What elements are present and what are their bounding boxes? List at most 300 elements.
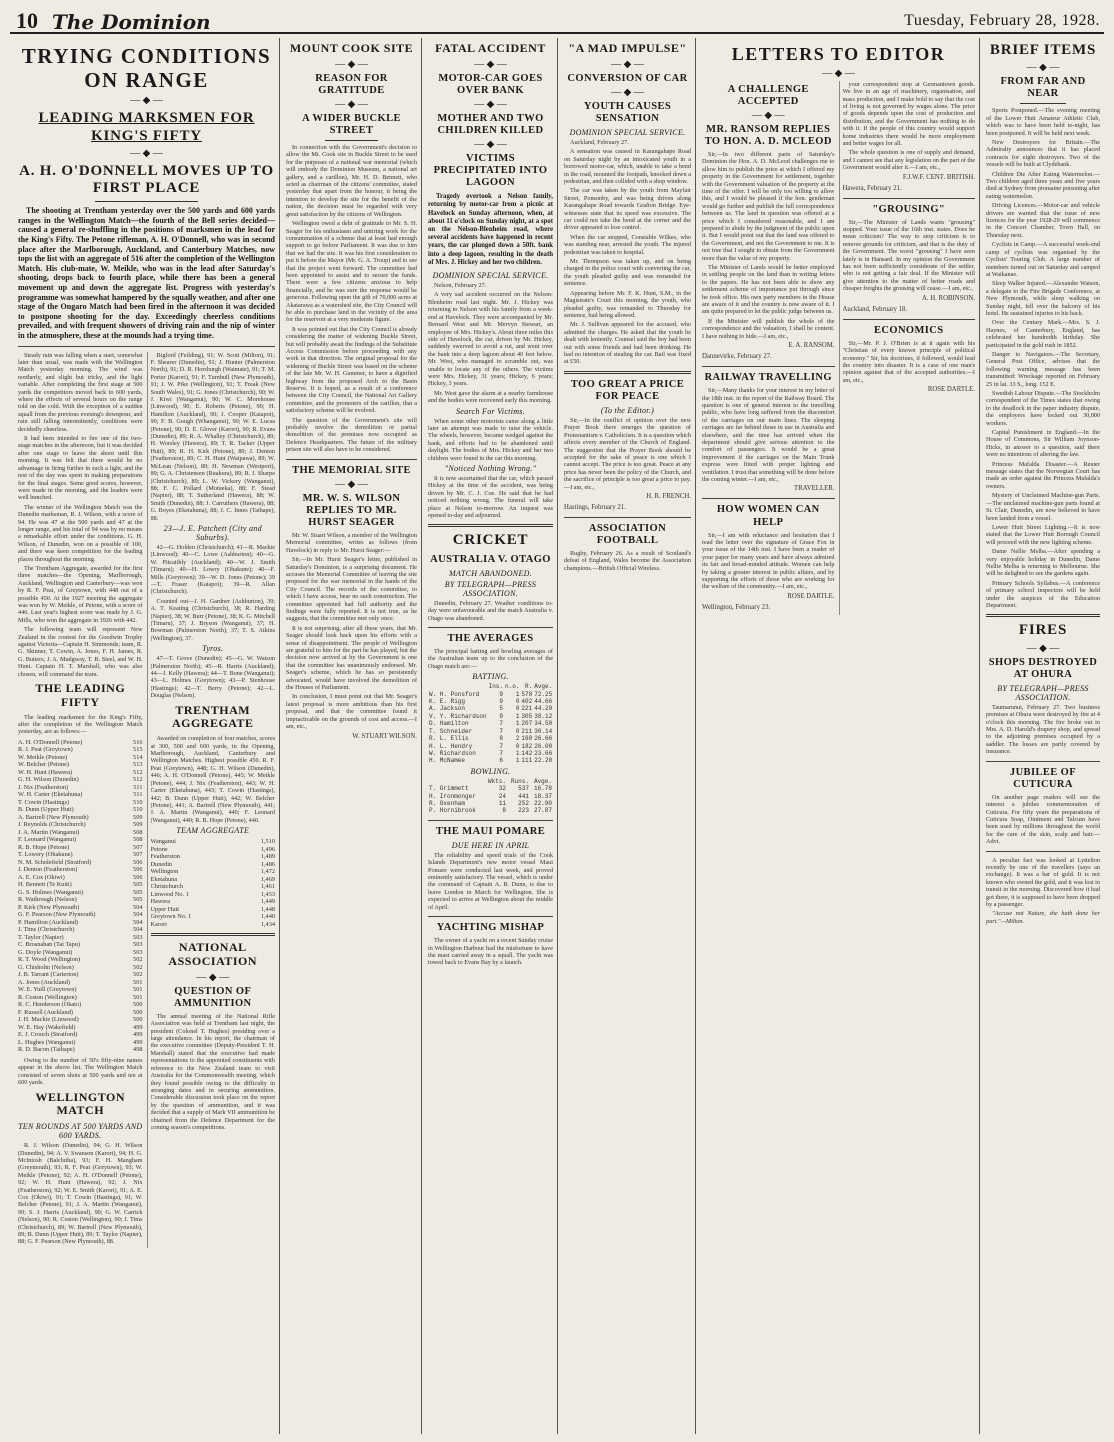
table-cell: R. L. Ellis	[429, 735, 469, 743]
entry-name: T. Taylor (Napier)	[18, 933, 64, 941]
table-cell: 6	[499, 757, 504, 765]
letter-place: Auckland, February 18.	[842, 305, 908, 313]
trentham-aggregate-results: Awarded on completion of four matches, scores at 300, 500 and 600 yards, in the Opening, Marlborough, Auckland, Canterbury and Wellington Matches. Highest possible 450. R. F. Peat (Greytown), 448; G. H. Wilson (Dunedin), 446; A. H. O'Donnell (Petone), 445; W. Meikle (Petone), 444; J. Nix (Featherston), 443; W. H. Carter (Eketahuna), 443; T. Cowin (Hastings), 442; B. Dunn (Upper Hutt), 442; W. Belcher (Petone), 441; A. Bartrell (New Plymouth), 441; J. A. Martin (Wanganui), 440; F. Leonard (Wanganui), 440; R. B. Hope (Petone), 440.	[150, 735, 275, 824]
table-cell: T. Schneider	[429, 727, 473, 735]
leading-fifty-row	[18, 799, 143, 807]
entry-score: 508	[133, 836, 143, 844]
article-paragraph: Auckland, February 27.	[570, 138, 629, 146]
column-header	[428, 683, 488, 690]
entry-score: 507	[133, 843, 143, 851]
table-cell: V. Y. Richardson	[429, 712, 487, 720]
divider: — ◆ —	[1026, 62, 1060, 74]
leading-fifty-row	[18, 979, 143, 987]
mad-impulse-byline: DOMINION SPECIAL SERVICE.	[569, 127, 686, 137]
brief-item: Sports Postponed.—The evening meeting of the Lower Hutt Amateur Athletic Club, which was to have been held to-night, has been postponed. It will be held next week.	[986, 107, 1100, 137]
leading-fifty-row	[18, 806, 143, 814]
entry-name: E. J. Crouch (Stratford)	[18, 1031, 78, 1039]
subhead-search: Search For Victims.	[455, 406, 526, 416]
team-aggregate-row	[151, 876, 276, 884]
divider: — ◆ —	[822, 67, 855, 79]
entry-score: 512	[133, 768, 143, 776]
section-title-national-association: NATIONAL ASSOCIATION	[168, 940, 258, 968]
entry-name: G. F. Pearson (New Plymouth)	[18, 911, 96, 919]
table-cell: 182	[521, 742, 533, 750]
entry-name: R. Wathrough (Nelson)	[18, 896, 77, 904]
leading-fifty-row	[18, 919, 143, 927]
table-cell: 2	[515, 735, 520, 743]
article-paragraph: It is not surprising, after all these years, that Mr. Seager should look back upon his efforts with a sense of disappointment. The people of Wellington are grateful to him for the part he has played, but the decision now arrived at by the Government is one that the committee has unanimously endorsed. Mr. Seager's scheme, which he has so persistently advocated, would have involved the demolition of the Houses of Parliament.	[286, 624, 417, 692]
table-cell: P. Hornibrook	[429, 807, 476, 815]
table-cell: 7	[499, 749, 504, 757]
letters-right-subcolumn	[843, 81, 976, 615]
issue-date: Tuesday, February 28, 1928.	[904, 12, 1100, 29]
article-paragraph: The car was taken by the youth from Mayfair Street, Ponsonby, and was being driven along Karangahape Road towards Grafton Bridge. Eye-witnesses state that its speed was excessive. The car could not take the bend at the corner and the driver appeared to lose control.	[564, 187, 691, 232]
wellington-match-results: R. J. Wilson (Dunedin), 94; G. H. Wilson (Dunedin), 94; A. V. Swanson (Karori), 94; H. G. McIntosh (Balclutha), 93; F. H. Mangham (Greymouth), 93; R. F. Peat (Greytown), 93; W. Meikle (Petone), 92; A. H. O'Donnell (Petone), 92; W. H. Hunt (Hawera), 92; J. Nix (Featherston), 92; W. E. Smith (Karori), 91; A. E. Cox (Okiwi), 91; T. Cowin (Hastings), 91; W. Belcher (Petone), 91; J. A. Martin (Wanganui), 90; S. J. Harris (Auckland), 90; G. W. Carrick (Nelson), 90; R. Coston (Wellington), 90; J. Tims (Christchurch), 89; W. Bartrell (New Plymouth), 89; B. Dunn (Upper Hutt), 89; T. Taylor (Napier), 88; G. F. Pearson (New Plymouth), 88.	[18, 1142, 143, 1246]
entry-name: W. E. Hay (Wakefield)	[18, 1023, 76, 1031]
entry-name: W. E. Yuill (Greytown)	[18, 986, 77, 994]
entry-score: 1,461	[260, 883, 275, 891]
leading-fifty-row	[18, 904, 143, 912]
headline-mount-cook-site: MOUNT COOK SITE	[289, 41, 414, 55]
divider	[428, 820, 553, 821]
leading-fifty-row	[18, 866, 143, 874]
entry-name: A. E. Cox (Okiwi)	[18, 873, 65, 881]
team-aggregate-row	[151, 913, 276, 921]
divider	[1020, 103, 1066, 104]
column-mount-cook	[282, 38, 422, 1434]
letter-body: If the Minister will publish the whole of the correspondence and the valuation, I shall be content. I have nothing to hide.—I am, etc.,	[702, 317, 835, 340]
team-aggregate-row	[151, 846, 276, 854]
leading-fifty-row	[18, 896, 143, 904]
entry-score: 502	[133, 971, 143, 979]
batting-row	[428, 691, 553, 698]
entry-score: 516	[133, 738, 143, 746]
leading-fifty-outro: Owing to the number of 50's fifty-nine names appear in the above list. The Wellington Match consisted of seven shots at 500 yards and ten at 600 yards.	[18, 1056, 143, 1087]
table-cell: 8	[502, 807, 507, 815]
table-cell: 142	[521, 749, 533, 757]
entry-name: B. Dunn (Upper Hutt)	[18, 806, 74, 814]
section-title-leading-fifty: THE LEADING FIFTY	[35, 681, 126, 709]
entry-score: 501	[133, 993, 143, 1001]
leading-fifty-row	[18, 746, 143, 754]
divider: — ◆ —	[335, 98, 368, 110]
article-paragraph: Counted out—J. H. Gardner (Ashburton), 39; A. T. Keating (Christchurch), 38; R. Harding (Napier), 38; W. Burr (Petone), 38; K. G. Mitchell (Timaru), 37; J. Bryson (Wanganui), 37; H. Bowman (Palmerston North), 37; T. S. Atkins (Wellington), 37.	[150, 597, 275, 642]
table-cell: 7	[499, 720, 504, 728]
batting-row	[428, 750, 553, 757]
entry-name: Eketahuna	[150, 875, 178, 883]
leading-fifty-row	[18, 994, 143, 1002]
table-cell: W. H. Ponsford	[429, 690, 480, 698]
entry-score: 509	[133, 821, 143, 829]
subhead-challenge-accepted: A CHALLENGE ACCEPTED	[727, 83, 809, 107]
team-aggregate-list	[151, 838, 276, 928]
table-cell: 1	[515, 690, 520, 698]
table-cell: 27.87	[533, 807, 552, 815]
letter-signature: E. A. RANSOM.	[788, 342, 835, 350]
brief-item: Cyclists in Camp.—A successful week-end camp of cyclists was organised by the Cyclists' Touring Club. A large number of members turned out on Saturday and camped at Waikanae.	[986, 241, 1100, 278]
leading-fifty-row	[18, 814, 143, 822]
entry-score: 500	[133, 1001, 143, 1009]
entry-score: 503	[133, 933, 143, 941]
entry-name: Christchurch	[150, 883, 184, 891]
bowling-row	[428, 807, 553, 814]
batting-row	[428, 757, 553, 764]
headline-too-great-price: TOO GREAT A PRICE FOR PEACE	[570, 378, 685, 402]
table-cell: 7	[499, 742, 504, 750]
letter-place: Hastings, February 21.	[564, 503, 626, 511]
letter-signature: TRAVELLER.	[794, 485, 835, 493]
batting-row	[428, 698, 553, 705]
entry-name: J. A. Martin (Wanganui)	[18, 828, 80, 836]
divider	[428, 916, 553, 917]
table-cell: H. Ironmonger	[429, 792, 476, 800]
article-paragraph: Wellington owed a debt of gratitude to Mr. S. H. Seager for his enthusiasm and untiring work for the consummation of a scheme that at least had enough support to go before Parliament. It was due to him that we had the site. It was his first consideration to put it before the Mayor (Mr. G. A. Troup) and to see that the project went forward. The committee had been appointed to assist and to secure the funds. There were a few citizens anxious to help financially, and he was sure the response would be generous. Following upon the gift of 70,000 acres at Akatarawa as a watershed site, the City Council will be able to purchase land in the vicinity of the area for the reservoir at a very moderate figure.	[286, 220, 417, 324]
batting-row	[428, 713, 553, 720]
article-paragraph: 42—G. Holden (Christchurch); 41—R. Mackie (Linwood); 40—C. Lowe (Ashburton); 40—G. W. Pitcaithly (Auckland); 40—W. J. Smith (Timaru); 40—H. Lowry (Ohakune); 40—F. Mills (Greytown); 39—W. D. Jones (Petone); 39—T. Fraser (Kaiapoi); 39—R. Allan (Christchurch).	[150, 543, 275, 596]
bowling-averages-table	[428, 778, 553, 815]
table-cell: 5	[499, 705, 504, 713]
divider	[702, 498, 835, 499]
bowling-label: BOWLING.	[470, 766, 511, 776]
table-cell: 0	[515, 727, 520, 735]
brief-items-list	[986, 107, 1100, 609]
entry-name: N. M. Scholefield (Stratford)	[18, 858, 92, 866]
batting-label: BATTING.	[472, 672, 509, 682]
closing-quote: "Accuse not Nature, she hath done her part."—Milton.	[986, 910, 1100, 925]
table-cell: 18.37	[533, 792, 552, 800]
team-aggregate-row	[151, 898, 276, 906]
leading-fifty-intro: The leading marksmen for the King's Fifty, after the completion of the Wellington Match yesterday, are as follows:—	[18, 713, 143, 736]
team-aggregate-row	[151, 853, 276, 861]
divider: — ◆ —	[611, 58, 644, 70]
letters-left-subcolumn	[702, 81, 835, 615]
subhead-ransom-replies: MR. RANSOM REPLIES TO HON. A. D. MCLEOD	[704, 123, 832, 147]
entry-score: 505	[133, 881, 143, 889]
table-cell: K. E. Rigg	[429, 698, 466, 706]
entry-score: 511	[133, 783, 143, 791]
entry-name: W. Belcher (Petone)	[18, 761, 69, 769]
table-cell: 34.50	[534, 720, 553, 728]
column-header	[428, 778, 484, 785]
table-cell: 23.66	[534, 749, 553, 757]
table-cell: 1	[515, 720, 520, 728]
range-subcolumns	[18, 352, 275, 1248]
article-paragraph: Taumarunui, February 27. Two business premises at Ohura were destroyed by fire at 4 o'clock this morning. The fire broke out in Mrs. A. D. Harold's drapery shop, and spread to the adjoining premises occupied by a saddler. The losses are partly covered by insurance.	[986, 703, 1100, 756]
leading-fifty-list	[18, 739, 143, 1054]
entry-name: Petone	[150, 845, 168, 853]
table-cell: 0	[515, 698, 520, 706]
entry-score: 507	[133, 851, 143, 859]
entry-score: 1,440	[260, 913, 275, 921]
entry-name: G. H. Wilson (Dunedin)	[18, 776, 79, 784]
column-header: n.o.	[505, 683, 520, 691]
brief-item: Danger to Navigators.—The Secretary, General Post Office, advises that the following warning message has been transmitted: Wreckage reported on February 25 in lat. 33 S., long. 152 E.	[986, 350, 1100, 388]
divider: — ◆ —	[130, 95, 163, 107]
leading-fifty-row	[18, 761, 143, 769]
article-paragraph: Nelson, February 27.	[434, 282, 487, 290]
letter-place: Wellington, February 23.	[702, 603, 771, 611]
entry-name: P. Hamilton (Auckland)	[18, 918, 78, 926]
section-title-city-suburbs: 23—J. E. Patchett (City and Suburbs).	[163, 523, 262, 542]
leading-fifty-row	[18, 986, 143, 994]
leading-fifty-row	[18, 956, 143, 964]
column-letters	[698, 38, 980, 1434]
table-cell: 537	[518, 785, 529, 793]
table-cell: 211	[521, 727, 533, 735]
team-aggregate-row	[151, 861, 276, 869]
brief-item: Sleep Walker Injured.—Alexander Watson, a delegate to the Fire Brigade Conference, at New Plymouth, while sleep walking on Sunday night, fell over the balcony of his hotel. He sustained injuries to his back.	[986, 280, 1100, 317]
entry-score: 510	[133, 798, 143, 806]
column-brief-items	[982, 38, 1104, 1434]
entry-name: A. Jones (Auckland)	[18, 978, 70, 986]
entry-score: 504	[133, 918, 143, 926]
entry-name: Greytown No. 1	[150, 913, 192, 921]
entry-score: 504	[133, 903, 143, 911]
leading-fifty-row	[18, 934, 143, 942]
entry-score: 501	[133, 986, 143, 994]
brief-item: Over the Century Mark.—Mrs. S. J. Haynes, of Canterbury, England, has celebrated her hundredth birthday. She participated in the gold rush in 1852.	[986, 319, 1100, 349]
averages-intro: The principal batting and bowling averages of the Australian team up to the conclusion of the Otago match are:—	[428, 648, 553, 670]
entry-name: F. Leonard (Wanganui)	[18, 836, 77, 844]
brief-item: Dame Nellie Melba.—After spending a very enjoyable holiday in Dunedin, Dame Nellie Melba is returning to Melbourne. She will be delighted to see the gardens again.	[986, 548, 1100, 578]
article-paragraph: In connection with the Government's decision to allow the Mt. Cook site in Buckle Street to be used for the purposes of a national war memorial (which will embody the Dominion Museum, a national art gallery, and a carillon), Mr. H. D. Bennett, who acted as chairman of the citizens' committee, stated yesterday that apart from the honour, it being the intention to develop the site for the benefit of the nation, the decision must be regarded with very great satisfaction by the citizens of Wellington.	[286, 144, 417, 218]
table-cell: T. Grimmett	[429, 785, 469, 793]
article-paragraph: When some other motorists came along a little later an attempt was made to raise the vehicle. The wheels, however, became wedged against the bank, and efforts had to be abandoned until daylight. The bodies of Mrs. Hickey and her two children were found in the car this morning.	[428, 417, 553, 462]
entry-score: 514	[133, 753, 143, 761]
article-paragraph: In conclusion, I must point out that Mr. Seager's latest proposal is more ambitious than his first proposal, and that the committee found it impracticable on the grounds of cost and access.—I am, etc.,	[286, 693, 417, 731]
entry-name: A. Bartrell (New Plymouth)	[18, 813, 89, 821]
entry-score: 1,434	[260, 920, 275, 928]
headline-range: TRYING CONDITIONS ON RANGE	[21, 44, 272, 93]
entry-score: 510	[133, 806, 143, 814]
table-cell: 305	[521, 712, 533, 720]
brief-item: Mystery of Unclaimed Machine-gun Parts.—The unclaimed machine-gun parts found at St. Clair, Dunedin, are now believed to have been landed from a vessel.	[986, 492, 1100, 522]
divider: — ◆ —	[196, 971, 230, 983]
letter-body: your correspondent stop at Germantown goods. We live in an age of machinery, organisation, and mass production, and I make bold to say that the cost of living is not governed by wages alone. The price of goods depends upon the cost of production and distribution, and the Government has nothing to do with it. If the people of this country would support home industries there would be more employment and better wages for all.	[842, 80, 975, 147]
leading-fifty-row	[18, 941, 143, 949]
table-cell: 11	[498, 799, 507, 807]
leading-fifty-row	[18, 851, 143, 859]
divider	[428, 524, 553, 527]
leading-fifty-row	[18, 964, 143, 972]
leading-fifty-row	[18, 769, 143, 777]
article-paragraph: Bigford (Feilding), 91; W. Scott (Milton), 91; F. Shearer (Dunedin), 91; J. Hunter (Palmerston North), 91; D. R. Horsburgh (Waimate), 91; T. M. Porter (Karori), 91; F. Turnbull (New Plymouth), 91; J. W. Pike (Wellington), 91; T. Freak (New South Wales), 91; G. Jones (Christchurch), 90; W. J. Kiwi (Wanganui), 90; W. C. Morehouse (Linwood), 90; E. Roberts (Petone), 90; H. Hamilton (Auckland), 90; J. Cooper (Kaiapoi), 90; F. B. Gough (Whanganui), 90; W. E. Lucas (Petone), 90; D. E. Glover (Karori), 90; R. Evans (Dunedin), 89; R. A. Whalley (Christchurch), 89; H. Worsley (Hawera), 89; T. R. Tacker (Upper Hutt), 89; R. H. Kirk (Petone), 89; J. Denton (Featherston), 89; C. H. Hunt (Waipawa), 89; W. McLean (Nelson), 89; H. Newman (Westport), 89; G. A. Christensen (Ruakura), 89; R. J. Sharpe (Christchurch), 89; L. W. Vickery (Wanganui), 88; F. C. Pollard (Motueka), 88; F. Stead (Napier), 88; T. Sutherland (Hawera), 88; W. Smith (Dunedin), 88; J. Carruthers (Hawera), 88; G. Boyes (Eketahuna), 88; J. C. Innes (Taihape), 88.	[150, 351, 275, 522]
batting-header	[428, 683, 553, 690]
divider	[564, 517, 691, 518]
article-paragraph: Mr. West gave the alarm at a nearby farmhouse and the bodies were recovered early this morning.	[428, 389, 553, 405]
table-cell: 1	[515, 749, 520, 757]
entry-name: R. J. Peat (Greytown)	[18, 746, 73, 754]
subhead-australia-otago: AUSTRALIA V. OTAGO	[430, 553, 551, 565]
section-title-wellington-match: WELLINGTON MATCH	[35, 1089, 125, 1118]
leading-fifty-row	[18, 754, 143, 762]
subhead-ammunition: QUESTION OF AMMUNITION	[174, 985, 252, 1009]
table-cell: 111	[521, 757, 533, 765]
entry-name: R. B. Hope (Petone)	[18, 843, 70, 851]
subhead-noticed-nothing: "Noticed Nothing Wrong."	[444, 464, 537, 473]
table-cell: 221	[521, 705, 533, 713]
section-title-trentham-aggregate: TRENTHAM AGGREGATE	[171, 702, 254, 731]
divider: — ◆ —	[474, 139, 507, 151]
column-range-news	[14, 38, 280, 1434]
column-mad-impulse	[560, 38, 696, 1434]
entry-score: 502	[133, 956, 143, 964]
leading-fifty-row	[18, 1031, 143, 1039]
table-cell: 0	[515, 742, 520, 750]
divider: — ◆ —	[751, 109, 785, 121]
entry-score: 508	[133, 828, 143, 836]
entry-name: R. C. Henderson (Okato)	[18, 1001, 82, 1009]
entry-score: 1,472	[260, 868, 275, 876]
headline-mad-impulse: "A MAD IMPULSE"	[568, 41, 687, 55]
article-paragraph: Dunedin, February 27. Weather conditions to-day were unfavourable and the match Australia v. Otago was abandoned.	[428, 599, 553, 622]
headline-fires: FIRES	[1018, 622, 1068, 639]
section-title-tyros: Tyros.	[202, 644, 224, 654]
table-cell: 26.66	[534, 735, 553, 743]
entry-name: W. H. Carter (Eketahuna)	[18, 791, 83, 799]
entry-name: F. Russell (Auckland)	[18, 1008, 73, 1016]
range-lead-paragraph: The shooting at Trentham yesterday over the 500 yards and 600 yards ranges in the Wellington Match—the fourth of the Bell series decided—caused a general re-shuffling in the positions of marksmen in the lead for the King's Fifty. The Petone rifleman, A. H. O'Donnell, who was in second place after the Marlborough, Auckland, and Canterbury Matches, now tops the list with an aggregate of 516 after the completion of the Wellington Match. His club-mate, W. Meikle, who was in the lead after Saturday's shooting, drops back to fourth place, while there has been a general movement up and down the aggregate list. Progress with yesterday's programme was somewhat hampered by the squally weather, and after one stage of the Ongaro Match had been fired in the afternoon it was decided to postpone shooting for the day. Exceedingly cheerless conditions prevailed, and with frequent showers of driving rain and the nip of winter in the atmosphere, these at the mounds had a trying time.	[18, 206, 275, 340]
entry-score: 502	[133, 963, 143, 971]
team-aggregate-row	[151, 838, 276, 846]
subhead-mother-children: MOTHER AND TWO CHILDREN KILLED	[437, 112, 544, 136]
column-header: Runs.	[510, 777, 529, 785]
table-cell: 22.90	[533, 799, 552, 807]
entry-name: J. Reynolds (Christchurch)	[18, 821, 86, 829]
leading-fifty-row	[18, 911, 143, 919]
table-cell: 72.25	[534, 690, 553, 698]
headline-averages: THE AVERAGES	[447, 632, 534, 644]
letter-place: Hawera, February 21.	[842, 184, 902, 192]
table-cell: 1	[515, 757, 520, 765]
leading-fifty-row	[18, 1039, 143, 1047]
leading-fifty-row	[18, 1016, 143, 1024]
entry-score: 506	[133, 866, 143, 874]
entry-name: J. Nix (Featherston)	[18, 783, 69, 791]
entry-score: 511	[133, 791, 143, 799]
table-cell: 9	[499, 698, 504, 706]
entry-name: H. Bennett (Te Kuiti)	[18, 881, 72, 889]
article-paragraph: The following team will represent New Zealand in the contest for the Goodwin Trophy against Victoria—Captain H. Simmonds; team, R. G. Skinner, T. Cowin, A. Jones, F. H. James, R. G. Butters, J. A. Mudgway, T. B. Steel, and W. H. Hunt. Captain H. T. Marshall, who was also chosen, will command the team.	[18, 626, 143, 678]
subhead-youth-sensation: YOUTH CAUSES SENSATION	[583, 100, 672, 124]
entry-name: R. Coston (Wellington)	[18, 993, 77, 1001]
entry-name: Featherston	[150, 853, 180, 861]
team-aggregate-row	[151, 891, 276, 899]
entry-score: 515	[133, 746, 143, 754]
column-header: Ins.	[488, 683, 504, 691]
entry-score: 1,510	[260, 838, 275, 846]
entry-score: 503	[133, 948, 143, 956]
entry-name: T. Cowin (Hastings)	[18, 798, 70, 806]
entry-score: 504	[133, 926, 143, 934]
bowling-header	[428, 778, 553, 785]
entry-score: 512	[133, 776, 143, 784]
entry-name: Upper Hutt	[150, 905, 180, 913]
leading-fifty-row	[18, 949, 143, 957]
article-paragraph: When the car stopped, Constable Wilkes, who was standing near, arrested the youth. The injured pedestrian was taken to hospital.	[564, 233, 691, 256]
entry-score: 499	[133, 1023, 143, 1031]
entry-score: 1,489	[260, 853, 275, 861]
letter-body: The Minister of Lands would be better employed in settling people on the land than in writing letters to the papers. He has not been able to show any settlement scheme of importance put through since he took office. His own party members in the House are aware of it and the country is now aware of it. I am quite prepared to let the public judge between us.	[702, 264, 835, 316]
divider: — ◆ —	[335, 58, 368, 70]
leading-fifty-row	[18, 1009, 143, 1017]
article-paragraph: Steady rain was falling when a start, somewhat later than usual, was made with the Wellington Match yesterday morning. The wind was northerly, and slight but tricky, and the light variable. After completing the first stage at 500 yards the competitors moved back to 600 yards, where the effects of several hours on the range told on the cold. With the exception of a sudden squall from the previous evening's downpour, and rain still falling intermittently, conditions were decidedly cheerless.	[18, 351, 143, 433]
article-paragraph: The owner of a yacht on a recent Sunday cruise in Wellington Harbour had the misfortune to have the mast carried away in a squall. The yacht was towed back to Evans Bay by a launch.	[428, 937, 553, 967]
paper-name: The Dominion	[52, 10, 211, 34]
article-paragraph: Appearing before Mr. F. K. Hunt, S.M., in the Magistrate's Court this morning, the youth, who pleaded guilty, was remanded to Thursday for sentence, bail being allowed.	[564, 289, 691, 319]
article-paragraph: Rugby, February 26. As a result of Scotland's defeat of England, Wales become the Association champions.—British Official Wireless.	[564, 550, 691, 572]
headline-brief-items: BRIEF ITEMS	[989, 42, 1097, 58]
batting-row	[428, 705, 553, 712]
subhead-economics: ECONOMICS	[873, 324, 944, 336]
entry-score: 500	[133, 1016, 143, 1024]
letter-place: Dannevirke, February 27.	[702, 353, 772, 361]
entry-score: 513	[133, 761, 143, 769]
article-paragraph: 47—T. Grove (Dunedin); 45—G. W. Watson (Palmerston North); 45—R. Harris (Auckland); 44—J. Kelly (Hawera); 44—T. Bone (Wanganui); 43—L. Holmes (Greytown); 43—P. Stenhouse (Hastings); 42—T. Berry (Petone); 42—L. Douglas (Nelson).	[150, 655, 275, 700]
letter-signature: ROSE DARTLE.	[787, 592, 835, 600]
leading-fifty-row	[18, 791, 143, 799]
table-cell: 30.14	[534, 727, 553, 735]
entry-score: 1,449	[260, 898, 275, 906]
table-cell: 24	[498, 792, 507, 800]
brief-item: Lower Hutt Street Lighting.—It is now stated that the Lower Hutt Borough Council will proceed with the new lighting scheme.	[986, 523, 1100, 546]
wellington-match-sub: TEN ROUNDS AT 500 YARDS AND 600 YARDS.	[18, 1122, 143, 1141]
leading-fifty-row	[18, 836, 143, 844]
masthead	[10, 8, 1104, 34]
page-number: 10	[16, 8, 38, 33]
entry-name: T. Lowery (Ohakune)	[18, 851, 73, 859]
table-cell: 252	[518, 799, 529, 807]
subhead-women-help: HOW WOMEN CAN HELP	[716, 504, 820, 528]
table-cell: 207	[521, 720, 533, 728]
table-cell: 1	[515, 712, 520, 720]
divider	[986, 761, 1100, 762]
batting-averages-table	[428, 683, 553, 764]
accident-lead-paragraph: Tragedy overtook a Nelson family, returning by motor-car from a picnic at Havelock on Sunday afternoon, when, at about 11 o'clock on Sunday night, at a spot on the Nelson-Blenheim road, where several accidents have happened in recent years, the car plunged down a 50ft. bank into a deep lagoon, resulting in the death of Mrs. J. Hickey and her two children.	[428, 193, 553, 266]
divider: — ◆ —	[335, 478, 368, 490]
headline-fatal-accident: FATAL ACCIDENT	[435, 41, 546, 55]
divider: — ◆ —	[1026, 642, 1060, 654]
subhead-gratitude: REASON FOR GRATITUDE	[315, 72, 388, 96]
leading-fifty-row	[18, 1046, 143, 1054]
table-cell: 578	[521, 690, 533, 698]
subhead-motor-car: MOTOR-CAR GOES OVER BANK	[438, 72, 543, 96]
table-cell: 8	[499, 735, 504, 743]
leading-fifty-row	[18, 829, 143, 837]
subhead-railway-travelling: RAILWAY TRAVELLING	[704, 372, 832, 384]
column-header: Avge.	[533, 777, 552, 785]
article-paragraph: The question of the Government's site will probably involve the demolition or partial demolition of the premises now occupied as Defence Headquarters. The future of the military prison site will also have to be considered.	[286, 416, 417, 454]
entry-name: Hawera	[150, 898, 171, 906]
table-cell: 9	[499, 712, 504, 720]
headline-association-football: ASSOCIATION FOOTBALL	[588, 522, 667, 547]
table-cell: D. Hamilton	[429, 720, 469, 728]
article-paragraph: Mr. W. Stuart Wilson, a member of the Wellington Memorial committee, writes as follows (from Havelock) in reply to Mr. Hurst Seager:—	[286, 531, 417, 554]
headline-memorial-site: THE MEMORIAL SITE	[292, 464, 411, 476]
table-cell: 16.78	[533, 785, 552, 793]
divider	[151, 933, 276, 936]
leading-fifty-row	[18, 776, 143, 784]
entry-score: 505	[133, 888, 143, 896]
headline-cuticura: JUBILEE OF CUTICURA	[1009, 766, 1077, 790]
entry-name: R. T. Wood (Wellington)	[18, 956, 81, 964]
batting-row	[428, 720, 553, 727]
subhead-wilson-replies: MR. W. S. WILSON REPLIES TO MR. HURST SEAGER	[302, 492, 401, 528]
table-cell: W. Richardson	[429, 749, 476, 757]
entry-name: L. Hughes (Wanganui)	[18, 1038, 76, 1046]
entry-name: Linwood No. 1	[150, 890, 189, 898]
divider	[286, 459, 417, 460]
